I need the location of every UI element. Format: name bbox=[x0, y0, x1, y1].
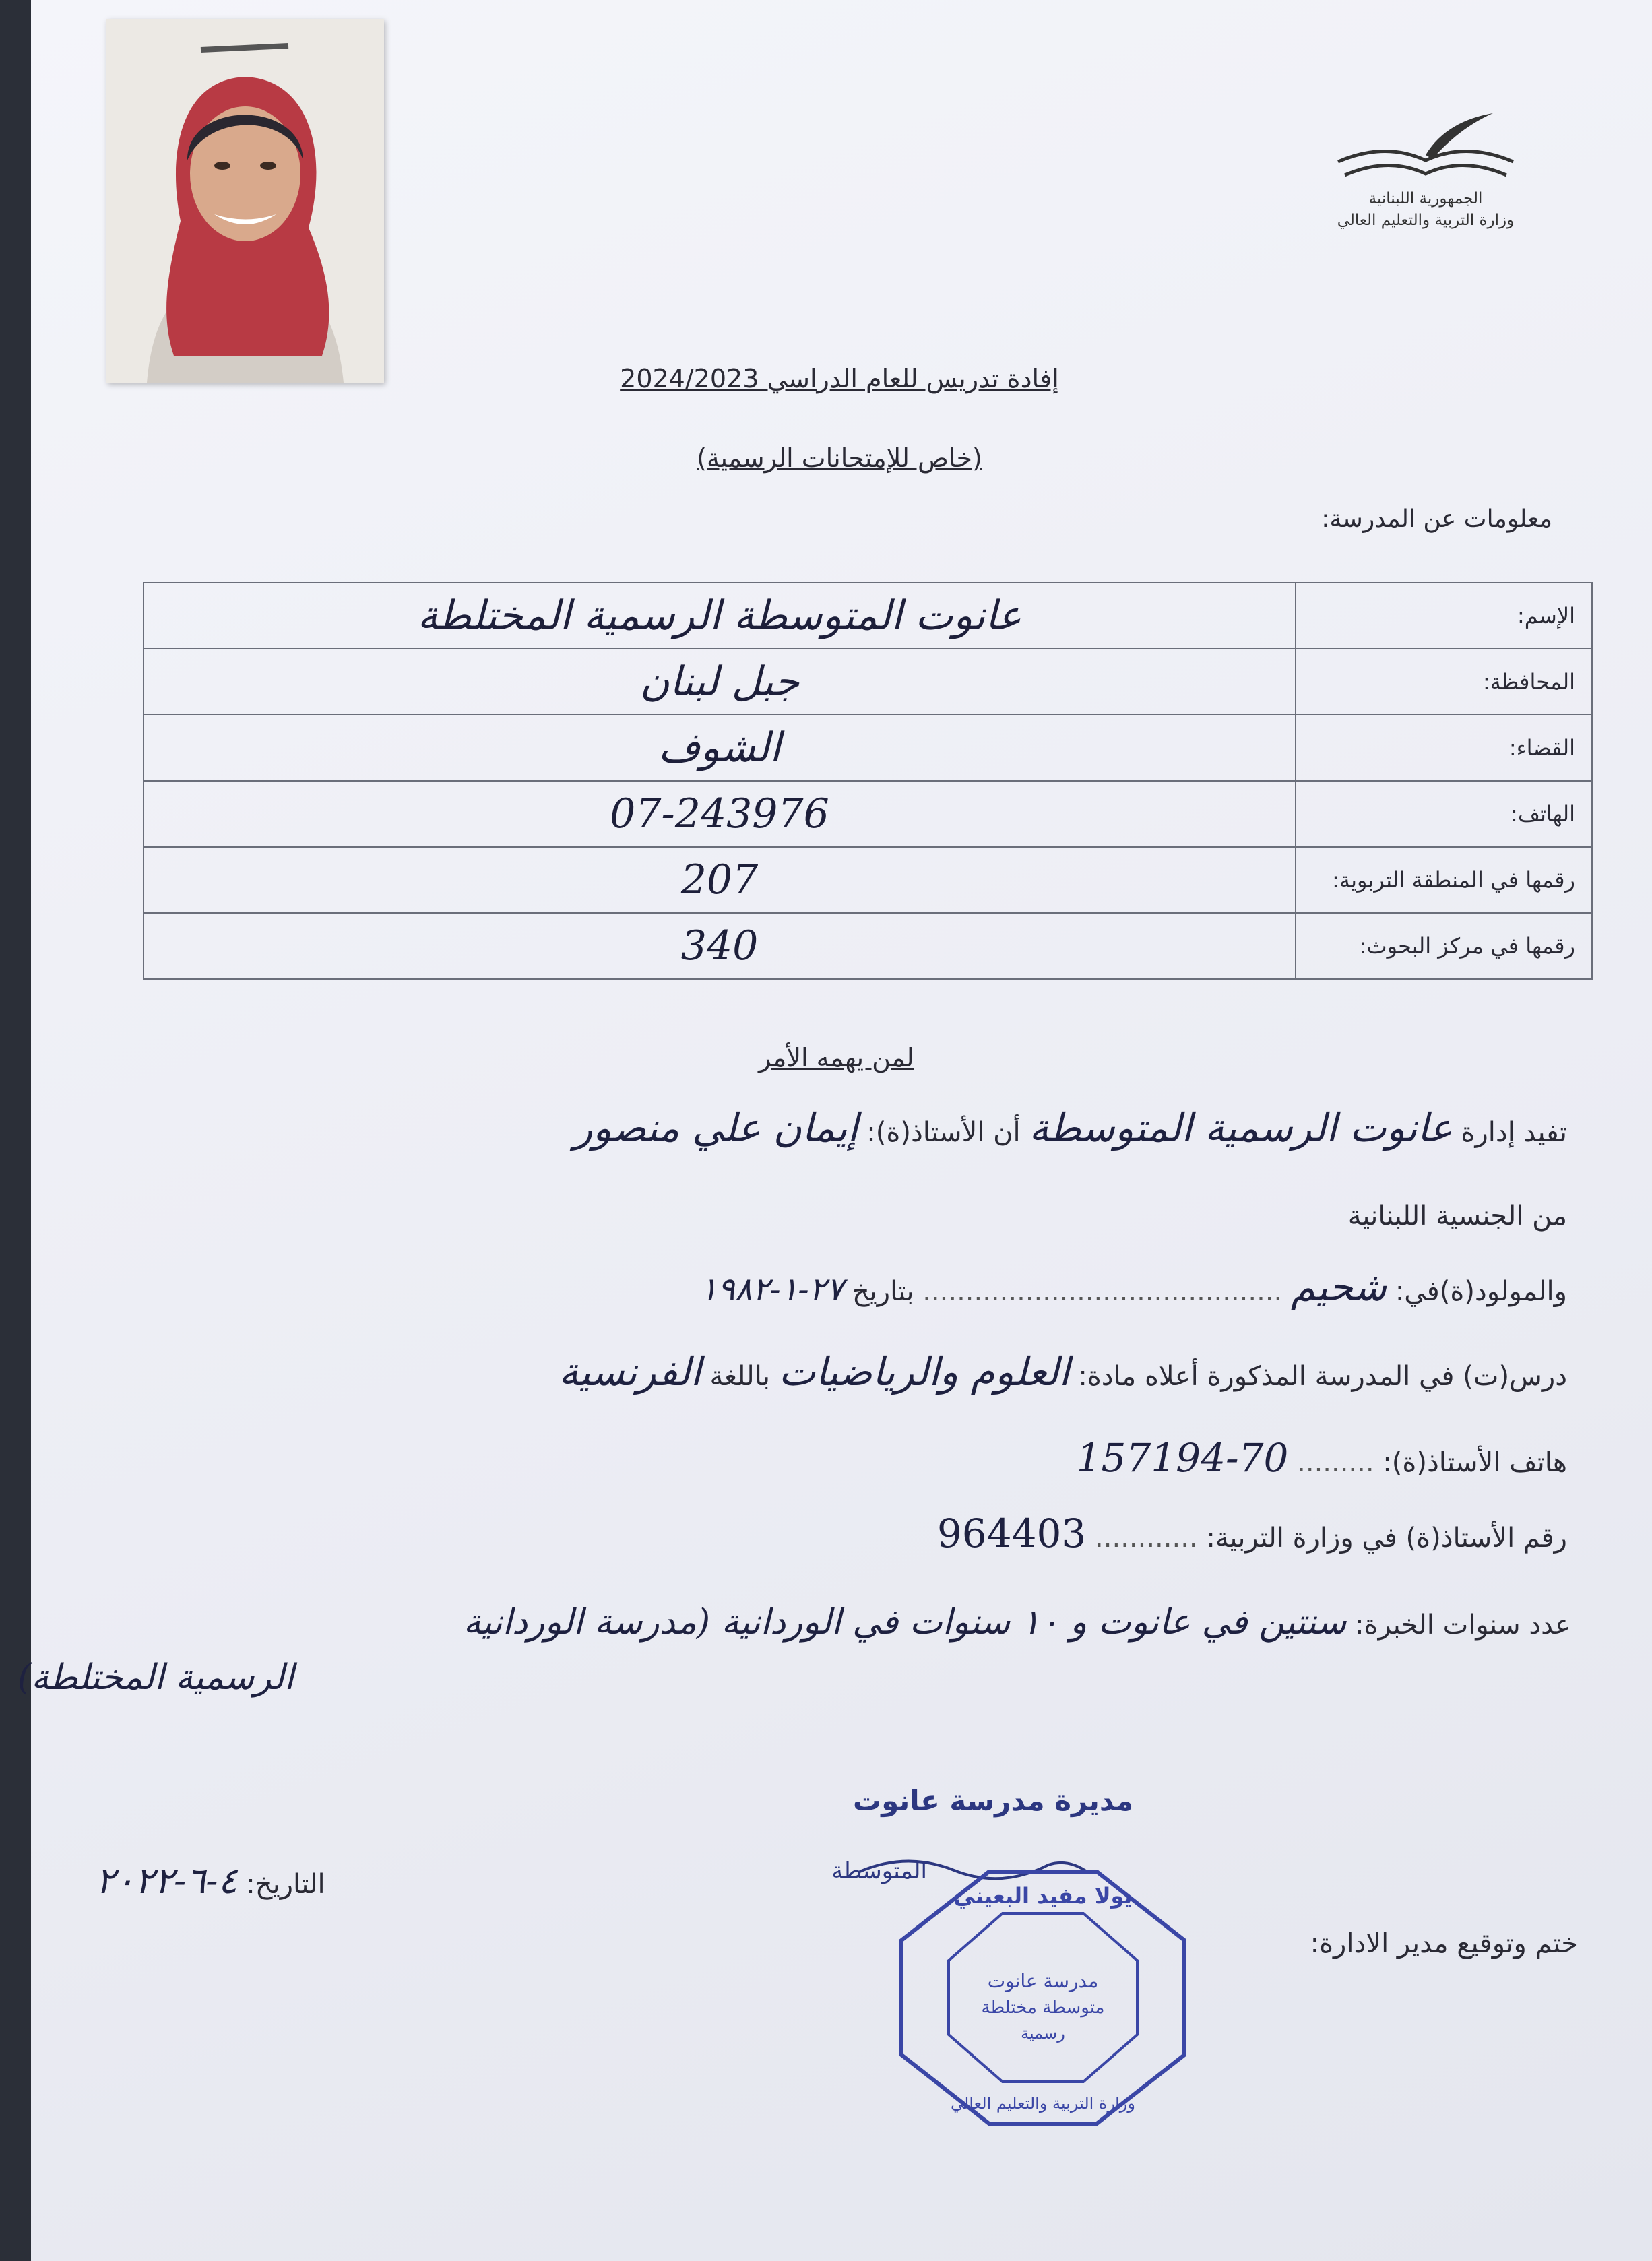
born-date-handwritten: ٢٧-١-١٩٨٢ bbox=[700, 1271, 844, 1308]
statement-intro: تفيد إدارة bbox=[1461, 1117, 1567, 1148]
stamp-signature-label: ختم وتوقيع مدير الادارة: bbox=[1310, 1928, 1578, 1959]
date-handwritten: ٤-٦-٢٠٢٢ bbox=[96, 1859, 238, 1902]
school-info-value-handwritten: جبل لبنان bbox=[144, 649, 1296, 715]
experience-label: عدد سنوات الخبرة: bbox=[1355, 1610, 1571, 1641]
stamp-center-3: رسمية bbox=[1021, 2024, 1065, 2043]
stamp-ministry: وزارة التربية والتعليم العالي bbox=[951, 2094, 1135, 2113]
school-info-value-handwritten: الشوف bbox=[144, 715, 1296, 781]
document-title: إفادة تدريس للعام الدراسي 2024/2023 bbox=[620, 364, 1059, 393]
stamp-name: يولا مفيد البعيني bbox=[953, 1883, 1133, 1909]
language-label: باللغة bbox=[709, 1361, 771, 1392]
subject-handwritten: العلوم والرياضيات bbox=[778, 1349, 1070, 1395]
born-label: والمولود(ة)في: bbox=[1395, 1276, 1567, 1307]
school-info-value-handwritten: 07-243976 bbox=[144, 781, 1296, 847]
language-handwritten: الفرنسية bbox=[559, 1349, 701, 1395]
subject-line bbox=[559, 1349, 1567, 1395]
school-info-label: الإسم: bbox=[1296, 583, 1592, 649]
school-info-row bbox=[144, 715, 1592, 781]
school-info-value-handwritten: 207 bbox=[144, 847, 1296, 913]
date-of-birth-label: بتاريخ bbox=[852, 1276, 914, 1307]
passport-photo bbox=[106, 19, 384, 383]
born-place-handwritten: شحيم bbox=[1290, 1264, 1387, 1310]
ministry-number-handwritten: 964403 bbox=[936, 1510, 1087, 1556]
stamp-center-1: مدرسة عانوت bbox=[987, 1970, 1099, 1992]
teacher-name-handwritten: إيمان علي منصور bbox=[573, 1105, 858, 1151]
date-label: التاريخ: bbox=[246, 1869, 325, 1900]
school-info-value-handwritten: عانوت المتوسطة الرسمية المختلطة bbox=[144, 583, 1296, 649]
school-info-row bbox=[144, 913, 1592, 979]
school-info-label: رقمها في مركز البحوث: bbox=[1296, 913, 1592, 979]
logo-line-2: وزارة التربية والتعليم العالي bbox=[1337, 212, 1515, 229]
school-info-table bbox=[143, 582, 1593, 980]
ministry-number-label: رقم الأستاذ(ة) في وزارة التربية: bbox=[1206, 1523, 1567, 1554]
statement-line-1 bbox=[574, 1105, 1567, 1151]
school-info-label: رقمها في المنطقة التربوية: bbox=[1296, 847, 1592, 913]
to-whom-heading: لمن يهمه الأمر bbox=[759, 1043, 914, 1073]
director-title: مديرة مدرسة عانوت bbox=[853, 1784, 1134, 1817]
phone-line: هاتف الأستاذ(ة): ......... 70-157194 bbox=[1076, 1435, 1567, 1481]
teacher-phone-label: هاتف الأستاذ(ة): bbox=[1383, 1447, 1567, 1478]
school-info-heading: معلومات عن المدرسة: bbox=[1321, 505, 1552, 533]
document-page bbox=[18, 0, 1652, 2261]
school-name-handwritten: عانوت الرسمية المتوسطة bbox=[1029, 1105, 1453, 1151]
date-field bbox=[96, 1859, 325, 1902]
taught-label: درس(ت) في المدرسة المذكورة أعلاه مادة: bbox=[1078, 1361, 1567, 1392]
nationality-line: من الجنسية اللبنانية bbox=[1347, 1201, 1567, 1232]
ministry-logo bbox=[1298, 108, 1554, 231]
birth-line: والمولود(ة)في: شحيم .......................................... بتاريخ ٢٧-١-١٩٨٢ bbox=[700, 1264, 1567, 1310]
school-info-label: الهاتف: bbox=[1296, 781, 1592, 847]
experience-continuation-handwritten: الرسمية المختلطة) bbox=[18, 1657, 294, 1698]
experience-handwritten: سنتين في عانوت و ١٠ سنوات في الوردانية (مدرسة الوردانية bbox=[463, 1602, 1347, 1643]
logo-line-1: الجمهورية اللبنانية bbox=[1368, 190, 1483, 208]
experience-line bbox=[464, 1602, 1571, 1643]
document-subtitle: (خاص للإمتحانات الرسمية) bbox=[697, 443, 982, 473]
school-info-value-handwritten: 340 bbox=[144, 913, 1296, 979]
stamp-center-2: متوسطة مختلطة bbox=[981, 1998, 1105, 2018]
school-info-row bbox=[144, 649, 1592, 715]
school-info-row bbox=[144, 583, 1592, 649]
ministry-number-line: رقم الأستاذ(ة) في وزارة التربية: ............ 964403 bbox=[936, 1510, 1567, 1556]
school-info-row bbox=[144, 847, 1592, 913]
teacher-phone-handwritten: 70-157194 bbox=[1076, 1435, 1289, 1481]
school-info-label: القضاء: bbox=[1296, 715, 1592, 781]
school-info-row bbox=[144, 781, 1592, 847]
teacher-label: أن الأستاذ(ة): bbox=[866, 1117, 1021, 1148]
signature-text: المتوسطة bbox=[831, 1857, 927, 1884]
school-info-label: المحافظة: bbox=[1296, 649, 1592, 715]
book-quill-icon bbox=[1325, 108, 1527, 182]
school-stamp bbox=[895, 1866, 1191, 2129]
